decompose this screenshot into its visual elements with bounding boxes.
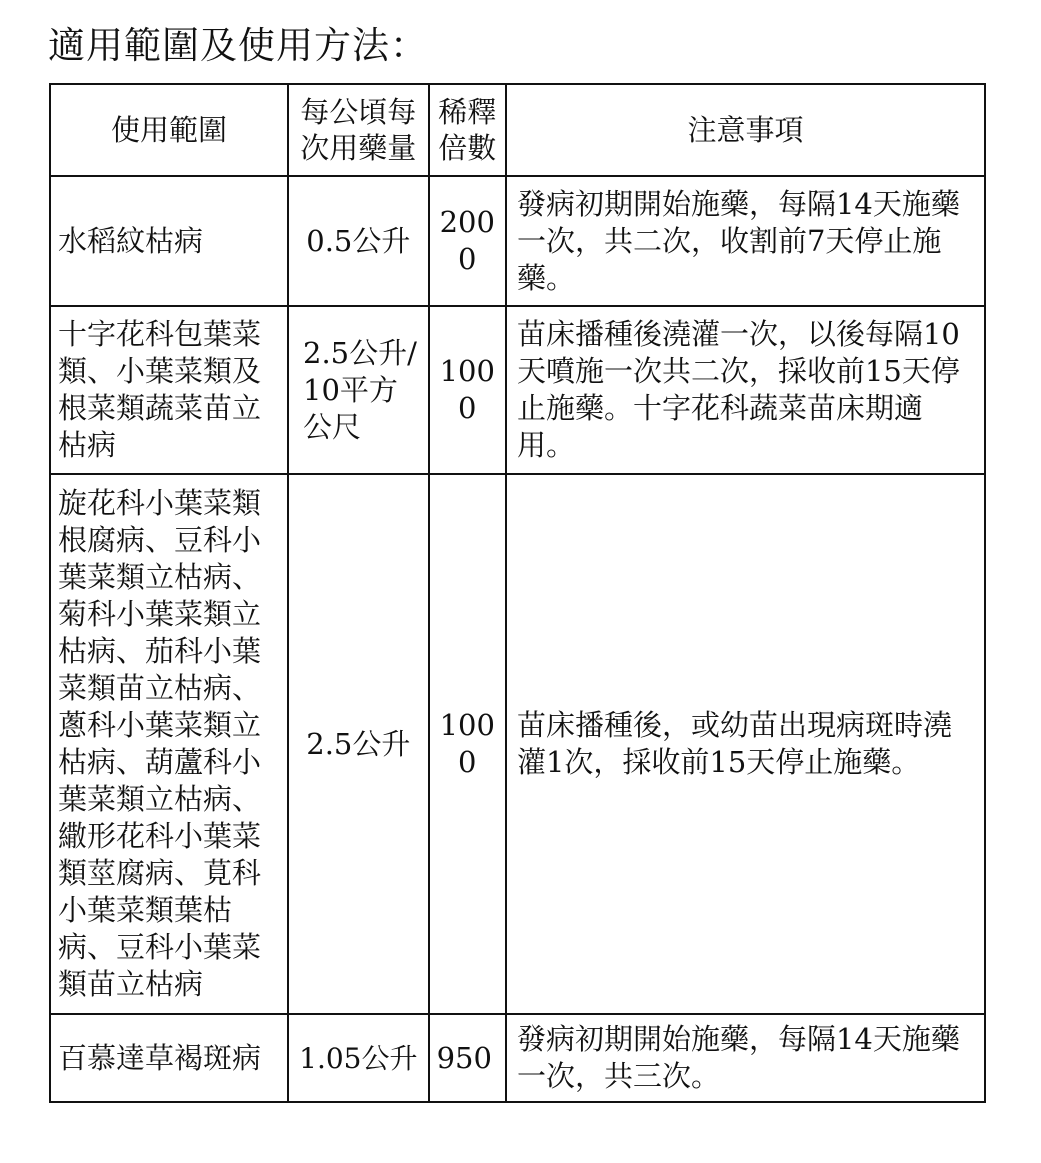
scope-cell: 水稻紋枯病 bbox=[50, 176, 288, 306]
dilution-cell: 1000 bbox=[429, 474, 506, 1014]
scope-cell: 十字花科包葉菜類、小葉菜類及根菜類蔬菜苗立枯病 bbox=[50, 306, 288, 474]
table-row bbox=[50, 474, 985, 1014]
usage-table bbox=[49, 83, 986, 1103]
notes-cell: 苗床播種後，或幼苗出現病斑時澆灌1次，採收前15天停止施藥。 bbox=[506, 474, 985, 1014]
table-header-row bbox=[50, 84, 985, 176]
notes-cell: 發病初期開始施藥，每隔14天施藥一次，共二次，收割前7天停止施藥。 bbox=[506, 176, 985, 306]
scope-cell: 百慕達草褐斑病 bbox=[50, 1014, 288, 1102]
dose-cell: 1.05公升 bbox=[288, 1014, 429, 1102]
notes-cell: 發病初期開始施藥，每隔14天施藥一次，共三次。 bbox=[506, 1014, 985, 1102]
header-dilution: 稀釋倍數 bbox=[429, 84, 506, 176]
dose-cell: 0.5公升 bbox=[288, 176, 429, 306]
dilution-cell: 950 bbox=[429, 1014, 506, 1102]
dilution-cell: 1000 bbox=[429, 306, 506, 474]
header-notes: 注意事項 bbox=[506, 84, 985, 176]
page-title: 適用範圍及使用方法： bbox=[48, 24, 428, 67]
table-row bbox=[50, 306, 985, 474]
header-scope: 使用範圍 bbox=[50, 84, 288, 176]
dose-cell: 2.5公升 bbox=[288, 474, 429, 1014]
notes-cell: 苗床播種後澆灌一次，以後每隔10天噴施一次共二次，採收前15天停止施藥。十字花科蔬菜苗床期適用。 bbox=[506, 306, 985, 474]
dose-cell: 2.5公升/10平方公尺 bbox=[288, 306, 429, 474]
dilution-cell: 2000 bbox=[429, 176, 506, 306]
table-row bbox=[50, 176, 985, 306]
scope-cell: 旋花科小葉菜類根腐病、豆科小葉菜類立枯病、菊科小葉菜類立枯病、茄科小葉菜類苗立枯病、蔥科小葉菜類立枯病、葫蘆科小葉菜類立枯病、繖形花科小葉菜類莖腐病、莧科小葉菜類葉枯病、豆科小葉菜類苗立枯病 bbox=[50, 474, 288, 1014]
table-row bbox=[50, 1014, 985, 1102]
header-dose: 每公頃每次用藥量 bbox=[288, 84, 429, 176]
